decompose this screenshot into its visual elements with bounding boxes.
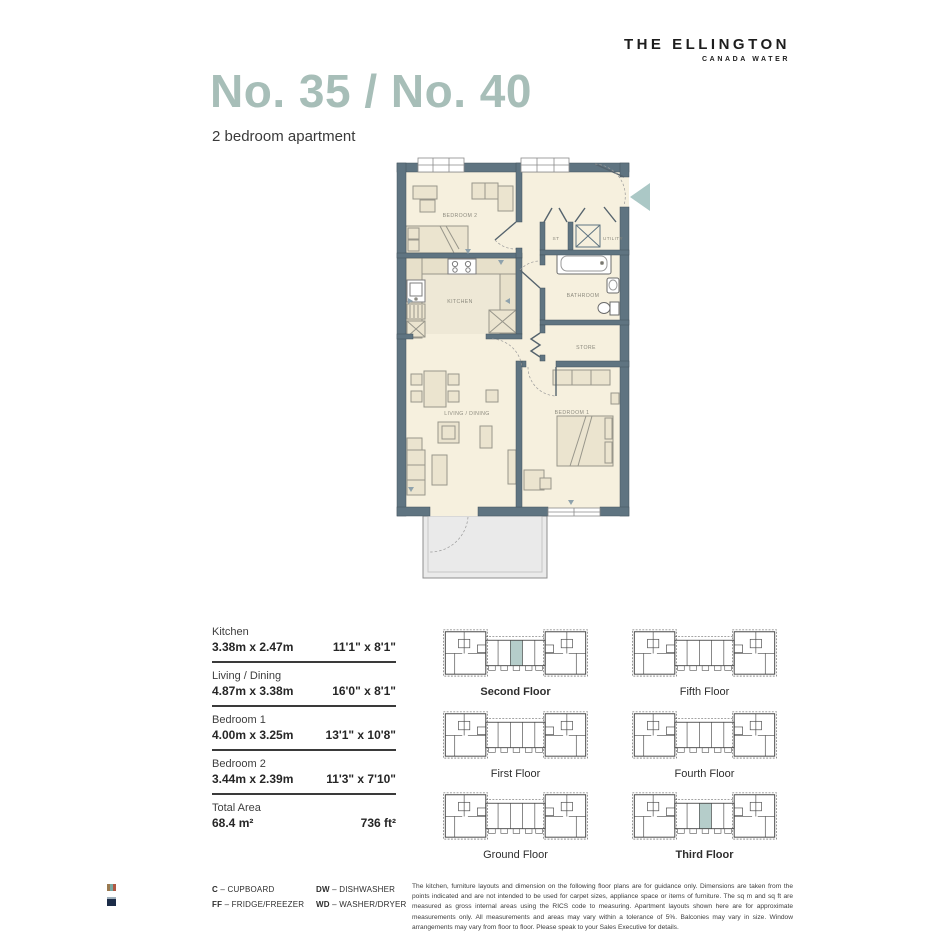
dimension-imperial: 736 ft² bbox=[360, 816, 396, 830]
print-mark-icon bbox=[107, 897, 116, 906]
dimension-imperial: 13'1" x 10'8" bbox=[325, 728, 396, 742]
divider bbox=[212, 661, 396, 663]
mini-floor-plan bbox=[443, 710, 588, 759]
coffee-table bbox=[432, 455, 447, 485]
mini-floor-plan bbox=[632, 628, 777, 677]
washer-dryer-icon bbox=[576, 225, 600, 247]
floor-label: Third Floor bbox=[675, 849, 734, 861]
dimension-imperial: 11'1" x 8'1" bbox=[332, 640, 396, 654]
armchair bbox=[438, 422, 459, 443]
legend-column-1 bbox=[212, 882, 304, 912]
print-mark-icon bbox=[107, 884, 116, 891]
room-label-living: LIVING / DINING bbox=[444, 411, 490, 417]
floor-locator-third-floor bbox=[632, 791, 777, 861]
sink-icon bbox=[407, 280, 425, 302]
bathtub-icon bbox=[557, 253, 611, 274]
floor-locator-fourth-floor bbox=[632, 710, 777, 780]
dimension-row bbox=[212, 758, 396, 795]
floor-label: Second Floor bbox=[480, 686, 551, 698]
brand-name: THE ELLINGTON bbox=[623, 36, 790, 53]
room-label-utility: UTILITY bbox=[603, 236, 623, 241]
dimension-imperial: 11'3" x 7'10" bbox=[326, 772, 396, 786]
legend-item-c: C – CUPBOARD bbox=[212, 885, 275, 894]
floor-locator-fifth-floor bbox=[632, 628, 777, 698]
legend-column-2 bbox=[316, 882, 407, 912]
floor-locator-first-floor bbox=[443, 710, 588, 780]
dimension-room-name: Bedroom 1 bbox=[212, 714, 266, 726]
room-label-store: STORE bbox=[576, 345, 596, 351]
hob-icon bbox=[448, 259, 476, 274]
tv-unit bbox=[480, 426, 492, 448]
floor-label: Fourth Floor bbox=[674, 768, 735, 780]
entry-arrow-icon bbox=[630, 183, 650, 211]
room-label-kitchen: KITCHEN bbox=[447, 299, 473, 305]
dimension-metric: 4.00m x 3.25m bbox=[212, 728, 294, 742]
dining-table bbox=[424, 371, 446, 407]
dimension-row bbox=[212, 714, 396, 751]
floor-label: Fifth Floor bbox=[679, 686, 730, 698]
page-title: No. 35 / No. 40 bbox=[210, 65, 532, 117]
dimension-metric: 4.87m x 3.38m bbox=[212, 684, 294, 698]
balcony bbox=[423, 516, 547, 578]
divider bbox=[212, 793, 396, 795]
mini-floor-plan bbox=[632, 710, 777, 759]
divider bbox=[212, 705, 396, 707]
dimension-room-name: Living / Dining bbox=[212, 670, 282, 682]
floor-plan-svg bbox=[380, 150, 680, 590]
room-label-bedroom1: BEDROOM 1 bbox=[554, 410, 590, 416]
dimension-room-name: Kitchen bbox=[212, 626, 249, 638]
mini-floor-plan bbox=[632, 791, 777, 840]
floor-locator-second-floor bbox=[443, 628, 588, 698]
floor-label: Ground Floor bbox=[483, 849, 548, 861]
bed-1 bbox=[557, 416, 613, 466]
brand-location: CANADA WATER bbox=[702, 56, 790, 63]
room-label-bathroom: BATHROOM bbox=[566, 293, 600, 299]
dimension-room-name: Bedroom 2 bbox=[212, 758, 266, 770]
room-label-st: ST bbox=[552, 237, 560, 242]
mini-floor-plan bbox=[443, 791, 588, 840]
brand-logo bbox=[560, 36, 790, 63]
dimension-metric: 68.4 m² bbox=[212, 816, 254, 830]
appliance-right bbox=[489, 310, 516, 333]
dimension-imperial: 16'0" x 8'1" bbox=[332, 684, 396, 698]
bed-2 bbox=[406, 226, 468, 253]
dimensions-table bbox=[212, 626, 396, 831]
page-subtitle: 2 bedroom apartment bbox=[212, 128, 356, 145]
wardrobe-1 bbox=[553, 370, 610, 385]
legend-item-dw: DW – DISHWASHER bbox=[316, 885, 396, 894]
mini-floor-plan bbox=[443, 628, 588, 677]
dimension-metric: 3.38m x 2.47m bbox=[212, 640, 294, 654]
dimension-row bbox=[212, 802, 396, 831]
room-label-bedroom2: BEDROOM 2 bbox=[442, 213, 478, 219]
sofa bbox=[407, 438, 425, 495]
floor-label: First Floor bbox=[490, 768, 541, 780]
basin-icon bbox=[607, 278, 619, 293]
disclaimer-text: The kitchen, furniture layouts and dimension on the following floor plans are for guidance only. Dimensions are taken from the points indicated and are not intended to be used for carpet sizes, appliance space or items of furniture. The sq m and sq ft are measured as gross internal areas using the RICS code to measuring. Apartment layouts shown here are for approximate measurements only. All measurements and areas may vary within a tolerance of 5%. Balconies may vary in size. Window arrangements may vary from floor to floor. Please speak to your Sales Executive for details. bbox=[412, 883, 793, 931]
dimension-room-name: Total Area bbox=[212, 802, 261, 814]
floor-locator-ground-floor bbox=[443, 791, 588, 861]
fridge-freezer bbox=[407, 304, 425, 319]
dimension-metric: 3.44m x 2.39m bbox=[212, 772, 294, 786]
dimension-row bbox=[212, 626, 396, 663]
dimension-row bbox=[212, 670, 396, 707]
divider bbox=[212, 749, 396, 751]
legend-item-ff: FF – FRIDGE/FREEZER bbox=[212, 900, 305, 909]
legend-item-wd: WD – WASHER/DRYER bbox=[316, 900, 407, 909]
